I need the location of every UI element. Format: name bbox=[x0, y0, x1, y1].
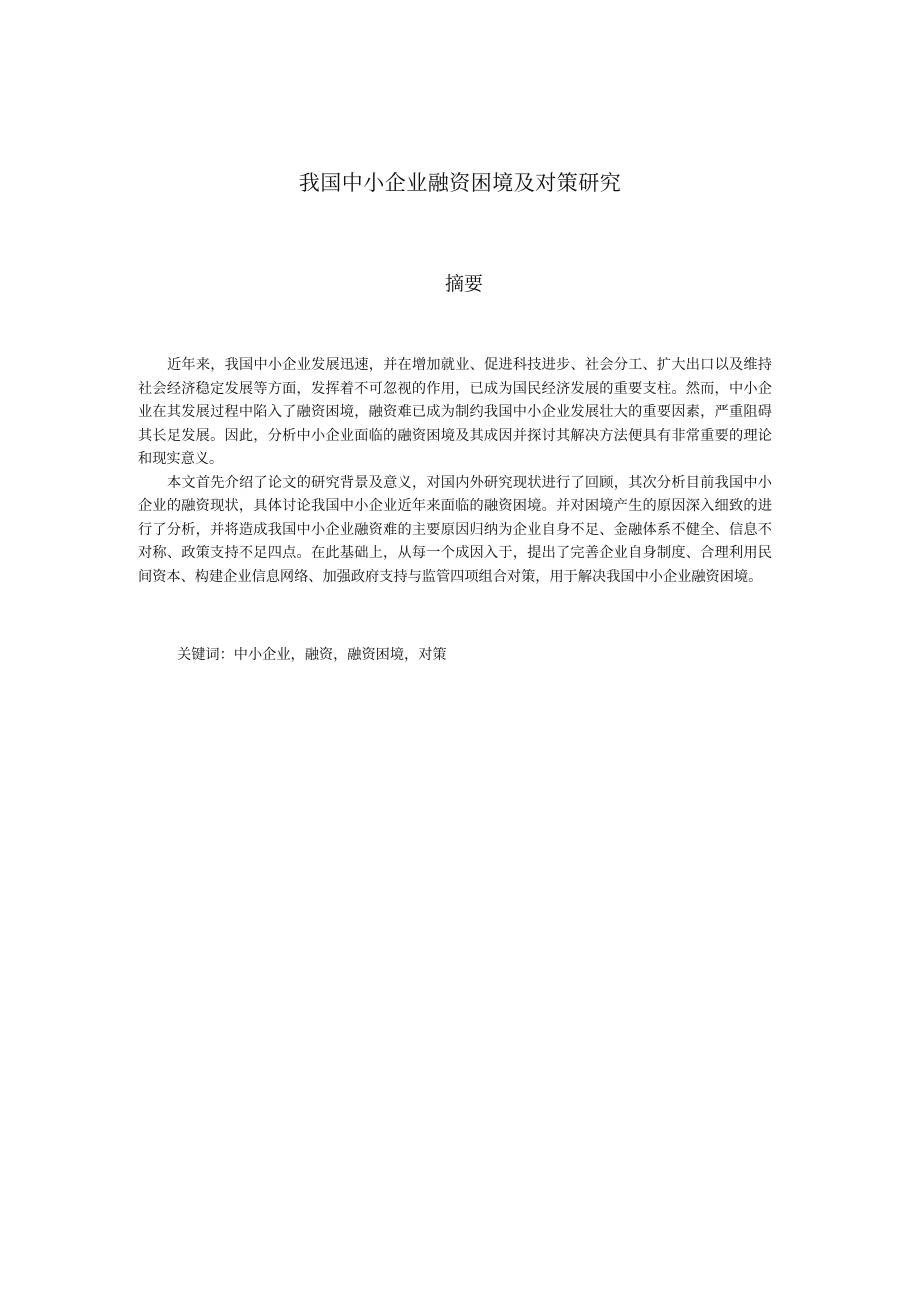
abstract-paragraph-2: 本文首先介绍了论文的研究背景及意义，对国内外研究现状进行了回顾，其次分析目前我国中小企业的融资现状，具体讨论我国中小企业近年来面临的融资困境。并对困境产生的原因深入细致的进行了分析，并将造成我国中小企业融资难的主要原因归纳为企业自身不足、金融体系不健全、信息不对称、政策支持不足四点。在此基础上，从每一个成因入于，提出了完善企业自身制度、合理利用民间资本、构建企业信息网络、加强政府支持与监管四项组合对策，用于解决我国中小企业融资困境。 bbox=[138, 474, 772, 585]
abstract-heading: 摘要 bbox=[444, 273, 483, 295]
abstract-paragraph-1: 近年来，我国中小企业发展迅速，并在增加就业、促进科技进步、社会分工、扩大出口以及维持社会经济稳定发展等方面，发挥着不可忽视的作用，已成为国民经济发展的重要支柱。然而，中小企业在其发展过程中陷入了融资困境，融资难已成为制约我国中小企业发展壮大的重要因素，严重阻碍其长足发展。因此，分析中小企业面临的融资困境及其成因并探讨其解决方法便具有非常重要的理论和现实意义。 bbox=[138, 357, 772, 467]
keywords-line bbox=[177, 644, 737, 667]
keywords-text: 中小企业，融资，融资困境，对策 bbox=[233, 647, 447, 663]
document-title: 我国中小企业融资困境及对策研究 bbox=[298, 171, 622, 195]
keywords-label: 关键词： bbox=[177, 647, 234, 663]
abstract-body bbox=[138, 354, 772, 589]
